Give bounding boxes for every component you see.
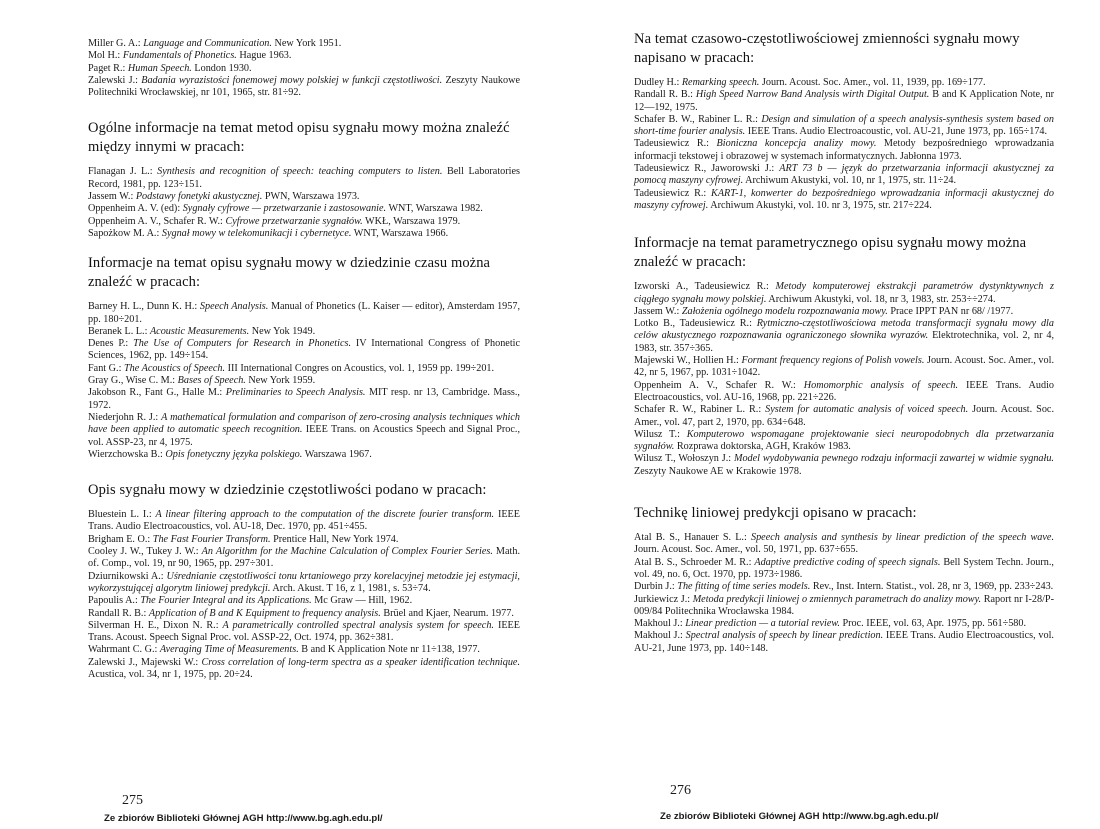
reference-entry: Schafer B. W., Rabiner L. R.: Design and simulation of a speech analysis-synthesis system based on short-time fourier analysis. IEEE Trans. Audio Electroacoustic, vol. AU-21, June 1973, pp. 165÷174. [634, 113, 1054, 138]
reference-entry: Oppenheim A. V., Schafer R. W.: Homomorphic analysis of speech. IEEE Trans. Audio Electroacoustics, vol. AU-16, 1968, pp. 221÷226. [634, 379, 1054, 403]
page-number: 276 [670, 783, 691, 798]
reference-entry: Durbin J.: The fitting of time series models. Rev., Inst. Intern. Statist., vol. 28, nr 3, 1969, pp. 233÷243. [634, 581, 1054, 593]
reference-entry: Denes P.: The Use of Computers for Research in Phonetics. IV International Congress of Phonetic Sciences, 1962, pp. 149÷154. [88, 338, 520, 362]
reference-entry: Gray G., Wise C. M.: Bases of Speech. New York 1959. [88, 375, 316, 387]
reference-entry: Dudley H.: Remarking speech. Journ. Acoust. Soc. Amer., vol. 11, 1939, pp. 169÷177. [634, 77, 986, 88]
reference-entry: Barney H. L., Dunn K. H.: Speech Analysis. Manual of Phonetics (L. Kaiser — editor), Amsterdam 1957, pp. 180÷201. [88, 301, 520, 325]
left-column [88, 38, 520, 681]
reference-entry: Wilusz T., Wołoszyn J.: Model wydobywania pewnego rodzaju informacji zawartej w widmie sygnału. Zeszyty Naukowe AE w Krakowie 1978. [634, 453, 1054, 477]
reference-entry: Oppenheim A. V., Schafer R. W.: Cyfrowe przetwarzanie sygnałów. WKŁ, Warszawa 1979. [88, 215, 461, 227]
section-linear-prediction [634, 504, 1054, 655]
reference-entry: Makhoul J.: Linear prediction — a tutorial review. Proc. IEEE, vol. 63, Apr. 1975, pp. 561÷580. [634, 618, 1027, 630]
page-number: 275 [122, 793, 143, 808]
section-misc-refs [88, 38, 520, 99]
reference-entry: Miller G. A.: Language and Communication. New York 1951. [88, 38, 342, 49]
reference-entry: Cooley J. W., Tukey J. W.: An Algorithm for the Machine Calculation of Complex Fourier Series. Math. of. Comp., vol. 19, nr 90, 1965, pp. 297÷301. [88, 546, 520, 570]
reference-entry: Schafer R. W., Rabiner L. R.: System for automatic analysis of voiced speech. Journ. Acoust. Soc. Amer., vol. 47, part 2, 1970, pp. 634÷648. [634, 404, 1054, 428]
section-heading: Technikę liniowej predykcji opisano w pracach: [634, 505, 917, 522]
reference-entry: Jassem W.: Podstawy fonetyki akustycznej. PWN, Warszawa 1973. [88, 191, 360, 203]
section-heading: Informacje na temat opisu sygnału mowy w dziedzinie czasu można znaleźć w pracach: [88, 255, 491, 291]
section-frequency-domain [88, 481, 520, 681]
reference-entry: Tadeusiewicz R., Jaworowski J.: ART 73 b — język do przetwarzania informacji akustycznej za pomocą maszyny cyfrowej. Archiwum Akustyki, vol. 10, nr 1, 1975, str. 11÷24. [634, 163, 1054, 187]
reference-entry: Silverman H. E., Dixon N. R.: A parametrically controlled spectral analysis system for speech. IEEE Trans. Acoust. Speech Signal Proc. vol. ASSP-22, Oct. 1974, pp. 362÷381. [88, 619, 521, 644]
reference-entry: Dziurnikowski A.: Uśrednianie częstotliwości tonu krtaniowego przy korelacyjnej metodzie jej estymacji, wykorzystującej algorytm liniowej predykcji. Arch. Akust. T 16, z 1, 1981, s. 53÷74. [88, 570, 520, 594]
reference-entry: Fant G.: The Acoustics of Speech. III International Congres on Acoustics, vol. 1, 1959 pp. 199÷201. [88, 362, 495, 374]
section-heading: Ogólne informacje na temat metod opisu sygnału mowy można znaleźć między innymi w pracach: [88, 120, 510, 156]
reference-entry: Zalewski J.: Badania wyrazistości fonemowej mowy polskiej w funkcji częstotliwości. Zeszyty Naukowe Politechniki Wrocławskiej, nr 101, 1965, str. 81÷92. [88, 74, 520, 99]
reference-entry: Izworski A., Tadeusiewicz R.: Metody komputerowej ekstrakcji parametrów dystynktywnych z ciągłego sygnału mowy polskiej. Archiwum Akustyki, vol. 18, nr 3, 1983, str. 253÷÷274. [634, 281, 1055, 305]
reference-entry: Jassem W.: Założenia ogólnego modelu rozpoznawania mowy. Prace IPPT PAN nr 68/ /1977. [634, 305, 1014, 317]
reference-entry: Wilusz T.: Komputerowo wspomagane projektowanie sieci neuropodobnych dla przetwarzania sygnałów. Rozprawa doktorska, AGH, Kraków 1983. [634, 428, 1055, 453]
section-heading: Opis sygnału mowy w dziedzinie częstotliwości podano w pracach: [88, 482, 487, 499]
reference-entry: Majewski W., Hollien H.: Formant frequency regions of Polish vowels. Journ. Acoust. Soc. Amer., vol. 42, nr 5, 1967, pp. 1031÷1042. [634, 355, 1054, 379]
section-time-frequency [634, 30, 1054, 212]
section-general-methods [88, 119, 520, 240]
section-parametric [634, 234, 1054, 478]
reference-entry: Wahrmant C. G.: Averaging Time of Measurements. B and K Application Note nr 11÷138, 1977. [88, 644, 480, 656]
reference-entry: Paget R.: Human Speech. London 1930. [88, 62, 252, 74]
reference-entry: Oppenheim A. V. (ed): Sygnały cyfrowe — przetwarzanie i zastosowanie. WNT, Warszawa 1982. [88, 203, 483, 215]
reference-entry: Atal B. S., Hanauer S. L.: Speech analysis and synthesis by linear prediction of the speech wave. Journ. Acoust. Soc. Amer., vol. 50, 1971, pp. 637÷655. [634, 532, 1054, 556]
library-footer: Ze zbiorów Biblioteki Głównej AGH http://www.bg.agh.edu.pl/ [660, 811, 939, 822]
reference-entry: Mol H.: Fundamentals of Phonetics. Hague 1963. [88, 50, 292, 62]
reference-entry: Flanagan J. L.: Synthesis and recognition of speech: teaching computers to listen. Bell Laboratories Record, 1981, pp. 123÷151. [88, 166, 520, 190]
reference-entry: Randall R. B.: High Speed Narrow Band Analysis wirth Digital Output. B and K Application Note, nr 12—192, 1975. [634, 89, 1054, 113]
reference-entry: Wierzchowska B.: Opis fonetyczny języka polskiego. Warszawa 1967. [88, 448, 372, 460]
reference-entry: Tadeusiewicz R.: KART-1, konwerter do bezpośredniego wprowadzania informacji akustycznej do maszyny cyfrowej. Archiwum Akustyki, vol. 10. nr 3, 1975, str. 217÷224. [634, 187, 1054, 211]
reference-entry: Lotko B., Tadeusiewicz R.: Rytmiczno-częstotliwościowa metoda transformacji sygnału mowy dla celów akustycznego rozpoznawania ograniczonego słownika wyrazów. Elektrotechnika, vol. 2, nr 4, 1983, str. 357÷365. [634, 318, 1055, 354]
reference-entry: Atal B. S., Schroeder M. R.: Adaptive predictive coding of speech signals. Bell System Techn. Journ., vol. 49, no. 6, Oct. 1970, pp. 1973÷1986. [634, 556, 1054, 580]
reference-entry: Zalewski J., Majewski W.: Cross correlation of long-term spectra as a speaker identification technique. Acustica, vol. 34, nr 1, 1975, pp. 20÷24. [88, 656, 521, 680]
reference-entry: Niederjohn R. J.: A mathematical formulation and comparison of zero-crosing analysis techniques which have been applied to automatic speech recognition. IEEE Trans. on Acoustics Speech and Signal Proc., vol. ASSP-23, nr 4, 1975. [88, 411, 521, 448]
reference-entry: Jurkiewicz J.: Metoda predykcji liniowej o zmiennych parametrach do analizy mowy. Raport nr I-28/P-009/84 Politechnika Wrocławska 1984. [634, 593, 1054, 617]
reference-entry: Bluestein L. I.: A linear filtering approach to the computation of the discrete fourier transform. IEEE Trans. Audio Electroacoustics, vol. AU-18, Dec. 1970, pp. 451÷455. [88, 509, 521, 533]
reference-entry: Papoulis A.: The Fourier Integral and its Applications. Mc Graw — Hill, 1962. [88, 595, 413, 607]
reference-entry: Randall R. B.: Application of B and K Equipment to frequency analysis. Brüel and Kjaer, Nearum. 1977. [88, 607, 514, 619]
reference-entry: Brigham E. O.: The Fast Fourier Transform. Prentice Hall, New York 1974. [88, 533, 399, 545]
reference-entry: Tadeusiewicz R.: Bioniczna koncepcja analizy mowy. Metody bezpośredniego wprowadzania informacji tekstowej i obrazowej w systemach informatycznych. Jabłonna 1973. [634, 138, 1055, 162]
right-column [634, 31, 1055, 655]
section-time-domain [88, 254, 520, 461]
reference-entry: Jakobson R., Fant G., Halle M.: Preliminaries to Speech Analysis. MIT resp. nr 13, Cambridge. Mass., 1972. [88, 387, 520, 411]
section-heading: Na temat czasowo-częstotliwościowej zmienności sygnału mowy napisano w pracach: [634, 31, 1020, 66]
library-footer: Ze zbiorów Biblioteki Głównej AGH http://www.bg.agh.edu.pl/ [104, 813, 383, 824]
reference-entry: Sapożkow M. A.: Sygnał mowy w telekomunikacji i cybernetyce. WNT, Warszawa 1966. [88, 227, 449, 239]
reference-entry: Makhoul J.: Spectral analysis of speech by linear prediction. IEEE Trans. Audio Electroacoustics, vol. AU-21, June 1973, pp. 140÷148. [634, 630, 1054, 654]
reference-entry: Beranek L. L.: Acoustic Measurements. New Yok 1949. [88, 325, 316, 337]
section-heading: Informacje na temat parametrycznego opisu sygnału mowy można znaleźć w pracach: [634, 235, 1027, 271]
page-276 [550, 0, 1100, 829]
